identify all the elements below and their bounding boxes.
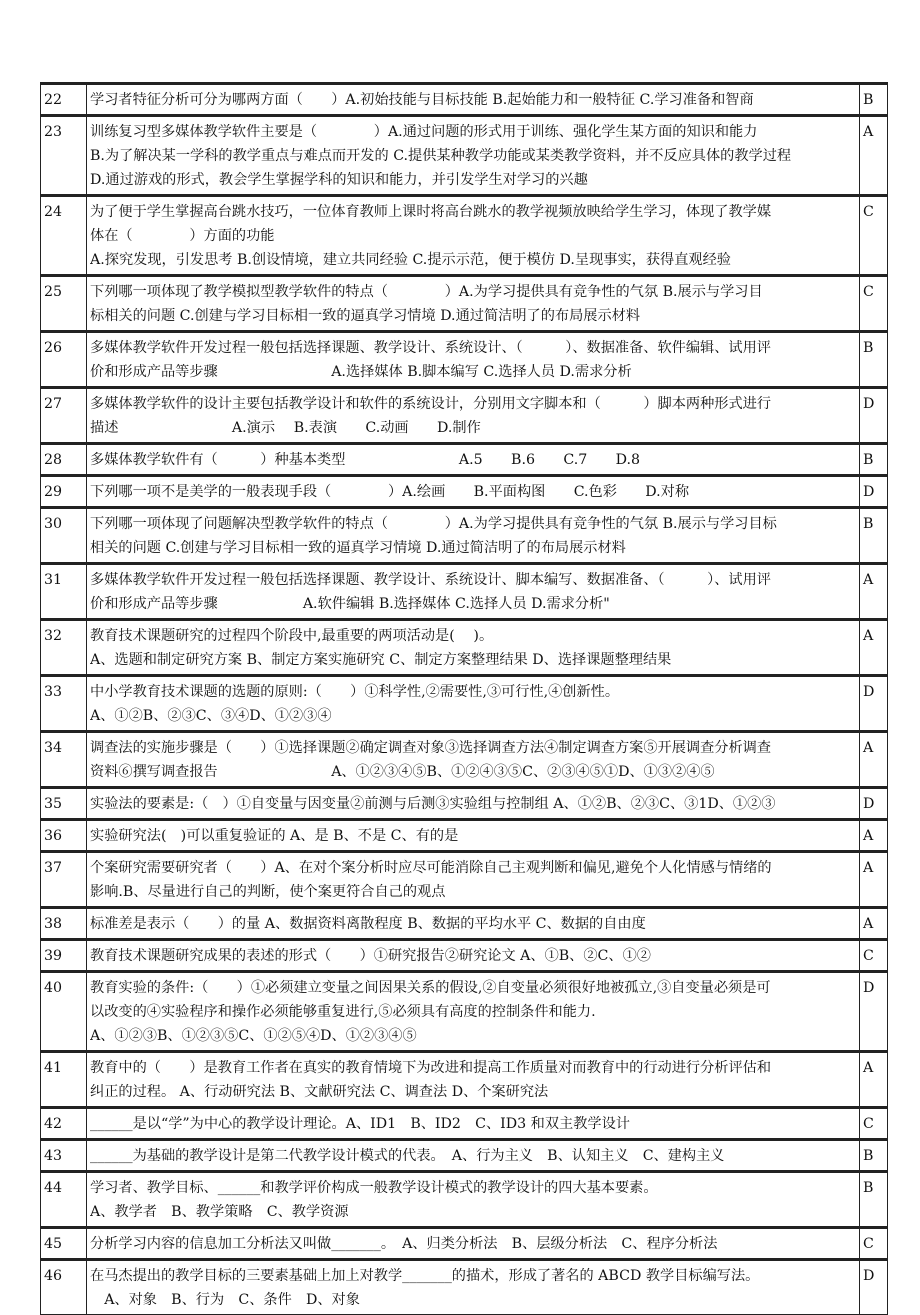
question-text — [87, 196, 860, 276]
question-line: 多媒体教学软件开发过程一般包括选择课题、教学设计、系统设计、（ ）、数据准备、软件编辑、试用评 — [90, 340, 771, 356]
answer-key: A — [860, 1052, 888, 1108]
question-line: 训练复习型多媒体教学软件主要是（ ）A.通过问题的形式用于训练、强化学生某方面的知识和能力 — [90, 124, 758, 140]
answer-key: D — [860, 972, 888, 1052]
question-text — [87, 508, 860, 564]
question-text — [87, 1052, 860, 1108]
question-line: 体在（ ）方面的功能 — [90, 228, 275, 244]
question-text — [87, 476, 860, 508]
question-number: 33 — [41, 676, 87, 732]
question-number: 35 — [41, 788, 87, 820]
question-number: 24 — [41, 196, 87, 276]
table-row — [41, 972, 888, 1052]
answer-key: B — [860, 84, 888, 116]
question-line: 相关的问题 C.创建与学习目标相一致的逼真学习情境 D.通过简洁明了的布局展示材料 — [90, 540, 626, 556]
question-line: 实验法的要素是:（ ）①自变量与因变量②前测与后测③实验组与控制组 A、①②B、②③C、③1D、①②③ — [90, 796, 776, 812]
table-row — [41, 276, 888, 332]
question-number: 41 — [41, 1052, 87, 1108]
question-number: 40 — [41, 972, 87, 1052]
question-table-body — [41, 84, 888, 1315]
table-row — [41, 388, 888, 444]
question-line: 在马杰提出的教学目标的三要素基础上加上对教学_______的描术，形成了著名的 ABCD 教学目标编写法。 — [90, 1268, 760, 1284]
table-row — [41, 116, 888, 196]
question-line: ______是以“学”为中心的教学设计理论。A、ID1 B、ID2 C、ID3 和双主教学设计 — [90, 1116, 630, 1132]
question-number: 45 — [41, 1228, 87, 1260]
question-line: B.为了解决某一学科的教学重点与难点而开发的 C.提供某种教学功能或某类教学资料，并不反应具体的教学过程 — [90, 148, 792, 164]
question-text — [87, 852, 860, 908]
question-line: A.探究发现，引发思考 B.创设情境，建立共同经验 C.提示示范，便于模仿 D.呈现事实，获得直观经验 — [90, 252, 731, 268]
question-line: 标准差是表示（ ）的量 A、数据资料离散程度 B、数据的平均水平 C、数据的自由度 — [90, 916, 646, 932]
table-row — [41, 1052, 888, 1108]
question-line: 价和形成产品等步骤 A.软件编辑 B.选择媒体 C.选择人员 D.需求分析" — [90, 596, 610, 612]
question-text — [87, 332, 860, 388]
question-number: 30 — [41, 508, 87, 564]
question-number: 29 — [41, 476, 87, 508]
question-number: 22 — [41, 84, 87, 116]
question-line: 分析学习内容的信息加工分析法又叫做_______。 A、归类分析法 B、层级分析法 C、程序分析法 — [90, 1236, 718, 1252]
answer-key: A — [860, 732, 888, 788]
question-text — [87, 972, 860, 1052]
answer-key: D — [860, 388, 888, 444]
table-row — [41, 1260, 888, 1315]
answer-key: C — [860, 1108, 888, 1140]
question-text — [87, 676, 860, 732]
question-line: 教育中的（ ）是教育工作者在真实的教育情境下为改进和提高工作质量对而教育中的行动进行分析评估和 — [90, 1060, 772, 1076]
answer-key: A — [860, 620, 888, 676]
answer-key: B — [860, 508, 888, 564]
question-number: 43 — [41, 1140, 87, 1172]
question-text — [87, 620, 860, 676]
question-line: 中小学教育技术课题的选题的原则:（ ）①科学性,②需要性,③可行性,④创新性。 — [90, 684, 620, 700]
question-line: 描述 A.演示 B.表演 C.动画 D.制作 — [90, 420, 481, 436]
question-line: 调查法的实施步骤是（ ）①选择课题②确定调查对象③选择调查方法④制定调查方案⑤开展调查分析调查 — [90, 740, 772, 756]
question-number: 26 — [41, 332, 87, 388]
question-text — [87, 940, 860, 972]
question-number: 23 — [41, 116, 87, 196]
question-number: 37 — [41, 852, 87, 908]
question-number: 46 — [41, 1260, 87, 1315]
question-line: 纠正的过程。 A、行动研究法 B、文献研究法 C、调查法 D、个案研究法 — [90, 1084, 549, 1100]
question-number: 36 — [41, 820, 87, 852]
question-number: 38 — [41, 908, 87, 940]
table-row — [41, 788, 888, 820]
answer-key: C — [860, 276, 888, 332]
question-line: 下列哪一项体现了问题解决型教学软件的特点（ ）A.为学习提供具有竞争性的气氛 B.展示与学习目标 — [90, 516, 777, 532]
table-row — [41, 1228, 888, 1260]
question-line: A、①②B、②③C、③④D、①②③④ — [90, 708, 332, 724]
question-line: A、①②③B、①②③⑤C、①②⑤④D、①②③④⑤ — [90, 1028, 417, 1044]
question-line: 下列哪一项体现了教学模拟型教学软件的特点（ ）A.为学习提供具有竞争性的气氛 B.展示与学习目 — [90, 284, 763, 300]
table-row — [41, 820, 888, 852]
question-text — [87, 276, 860, 332]
question-line: A、对象 B、行为 C、条件 D、对象 — [90, 1292, 360, 1308]
table-row — [41, 1172, 888, 1228]
table-row — [41, 1108, 888, 1140]
table-row — [41, 940, 888, 972]
answer-key: A — [860, 908, 888, 940]
question-text — [87, 1260, 860, 1315]
question-number: 44 — [41, 1172, 87, 1228]
answer-key: B — [860, 444, 888, 476]
question-text — [87, 908, 860, 940]
table-row — [41, 564, 888, 620]
question-text — [87, 1228, 860, 1260]
question-number: 25 — [41, 276, 87, 332]
question-text — [87, 444, 860, 476]
table-row — [41, 84, 888, 116]
answer-key: C — [860, 940, 888, 972]
table-row — [41, 196, 888, 276]
question-text — [87, 732, 860, 788]
question-line: A、选题和制定研究方案 B、制定方案实施研究 C、制定方案整理结果 D、选择课题整理结果 — [90, 652, 672, 668]
question-line: 实验研究法( )可以重复验证的 A、是 B、不是 C、有的是 — [90, 828, 459, 844]
answer-key: C — [860, 196, 888, 276]
question-text — [87, 788, 860, 820]
question-line: A、教学者 B、教学策略 C、教学资源 — [90, 1204, 349, 1220]
answer-key: B — [860, 1140, 888, 1172]
question-line: D.通过游戏的形式，教会学生掌握学科的知识和能力，并引发学生对学习的兴趣 — [90, 172, 588, 188]
question-line: 多媒体教学软件有（ ）种基本类型 A.5 B.6 C.7 D.8 — [90, 452, 641, 468]
answer-key: D — [860, 676, 888, 732]
question-text — [87, 84, 860, 116]
table-row — [41, 620, 888, 676]
answer-key: A — [860, 564, 888, 620]
table-row — [41, 1140, 888, 1172]
question-line: 标相关的问题 C.创建与学习目标相一致的逼真学习情境 D.通过简洁明了的布局展示材料 — [90, 308, 641, 324]
question-line: 影响.B、尽量进行自己的判断，使个案更符合自己的观点 — [90, 884, 446, 900]
question-table — [40, 82, 888, 1315]
answer-key: B — [860, 332, 888, 388]
question-number: 28 — [41, 444, 87, 476]
answer-key: D — [860, 1260, 888, 1315]
question-text — [87, 820, 860, 852]
question-line: 学习者特征分析可分为哪两方面（ ）A.初始技能与目标技能 B.起始能力和一般特征 C.学习准备和智商 — [90, 92, 754, 108]
answer-key: A — [860, 116, 888, 196]
question-line: 多媒体教学软件的设计主要包括教学设计和软件的系统设计，分别用文字脚本和（ ）脚本两种形式进行 — [90, 396, 772, 412]
answer-key: D — [860, 476, 888, 508]
table-row — [41, 508, 888, 564]
table-row — [41, 676, 888, 732]
question-line: 教育实验的条件:（ ）①必须建立变量之间因果关系的假设,②自变量必须很好地被孤立,③自变量必须是可 — [90, 980, 771, 996]
question-number: 32 — [41, 620, 87, 676]
answer-key: D — [860, 788, 888, 820]
table-row — [41, 732, 888, 788]
question-number: 42 — [41, 1108, 87, 1140]
table-row — [41, 852, 888, 908]
question-line: 为了便于学生掌握高台跳水技巧，一位体育教师上课时将高台跳水的教学视频放映给学生学习，体现了教学媒 — [90, 204, 772, 220]
question-line: 以改变的④实验程序和操作必须能够重复进行,⑤必须具有高度的控制条件和能力. — [90, 1004, 596, 1020]
question-line: 教育技术课题研究的过程四个阶段中,最重要的两项活动是( )。 — [90, 628, 494, 644]
table-row — [41, 908, 888, 940]
table-row — [41, 332, 888, 388]
question-number: 39 — [41, 940, 87, 972]
answer-key: B — [860, 1172, 888, 1228]
question-text — [87, 116, 860, 196]
question-text — [87, 1108, 860, 1140]
question-number: 34 — [41, 732, 87, 788]
question-line: 下列哪一项不是美学的一般表现手段（ ）A.绘画 B.平面构图 C.色彩 D.对称 — [90, 484, 690, 500]
answer-key: A — [860, 820, 888, 852]
question-line: 多媒体教学软件开发过程一般包括选择课题、教学设计、系统设计、脚本编写、数据准备、（ ）、试用评 — [90, 572, 771, 588]
question-line: 个案研究需要研究者（ ）A、在对个案分析时应尽可能消除自己主观判断和偏见,避免个人化情感与情绪的 — [90, 860, 772, 876]
question-line: 学习者、教学目标、______和教学评价构成一般教学设计模式的教学设计的四大基本要素。 — [90, 1180, 658, 1196]
question-line: 资料⑥撰写调查报告 A、①②③④⑤B、①②④③⑤C、②③④⑤①D、①③②④⑤ — [90, 764, 715, 780]
table-row — [41, 476, 888, 508]
answer-key: A — [860, 852, 888, 908]
question-text — [87, 564, 860, 620]
question-text — [87, 1172, 860, 1228]
question-text — [87, 1140, 860, 1172]
question-line: 教育技术课题研究成果的表述的形式（ ）①研究报告②研究论文 A、①B、②C、①② — [90, 948, 651, 964]
question-number: 27 — [41, 388, 87, 444]
question-text — [87, 388, 860, 444]
answer-key: C — [860, 1228, 888, 1260]
question-number: 31 — [41, 564, 87, 620]
question-line: 价和形成产品等步骤 A.选择媒体 B.脚本编写 C.选择人员 D.需求分析 — [90, 364, 632, 380]
question-line: ______为基础的教学设计是第二代教学设计模式的代表。 A、行为主义 B、认知主义 C、建构主义 — [90, 1148, 725, 1164]
table-row — [41, 444, 888, 476]
